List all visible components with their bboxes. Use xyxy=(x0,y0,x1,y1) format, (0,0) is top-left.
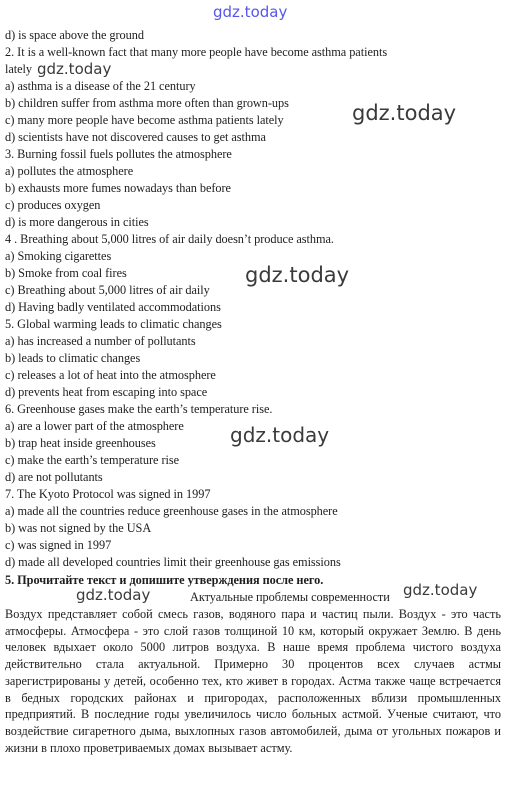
option-3b: b) exhausts more fumes nowadays than before xyxy=(5,181,231,195)
watermark: gdz.today xyxy=(352,101,457,125)
option-6a: a) are a lower part of the atmosphere xyxy=(5,419,184,433)
option-7b: b) was not signed by the USA xyxy=(5,521,152,535)
option-2a: a) asthma is a disease of the 21 century xyxy=(5,79,196,93)
watermark: gdz.today xyxy=(245,263,350,287)
statement-7: 7. The Kyoto Protocol was signed in 1997 xyxy=(5,487,211,501)
option-3d: d) is more dangerous in cities xyxy=(5,215,149,229)
watermark: gdz.today xyxy=(230,423,330,447)
statement-4: 4 . Breathing about 5,000 litres of air daily doesn’t produce asthma. xyxy=(5,232,334,246)
option-5b: b) leads to climatic changes xyxy=(5,351,141,365)
statement-2: 2. It is a well-known fact that many more people have become asthma patients xyxy=(5,45,388,59)
statement-6: 6. Greenhouse gases make the earth’s temperature rise. xyxy=(5,402,273,416)
option-2c: c) many more people have become asthma patients lately xyxy=(5,113,284,127)
option-5c: c) releases a lot of heat into the atmosphere xyxy=(5,368,216,382)
option-5d: d) prevents heat from escaping into space xyxy=(5,385,208,399)
option-3c: c) produces oxygen xyxy=(5,198,101,212)
option-2b: b) children suffer from asthma more often than grown-ups xyxy=(5,96,289,110)
statement-5: 5. Global warming leads to climatic changes xyxy=(5,317,222,331)
option-7a: a) made all the countries reduce greenhouse gases in the atmosphere xyxy=(5,504,338,518)
russian-paragraph: Воздух представляет собой смесь газов, водяного пара и частиц пыли. Воздух - это часть атмосферы. Атмосфера - это слой газов толщиной 10 км, который окружает Землю. В день человек вдыхает около 5000 литров воздуха. В наше время проблема чистого воздуха действительно стала актуальной. Примерно 30 процентов всех случаев астмы зарегистрированы у детей, особенно тех, кто живет в городах. Астма также чаще встречается в бедных городских районах и пригородах, расположенных вблизи промышленных предприятий. В последние годы увеличилось число больных астмой. Ученые считают, что воздействие сигаретного дыма, выхлопных газов автомобилей, дыма от угольных пожаров и жизни в плохо проветриваемых домах вызывает астму. xyxy=(5,607,501,755)
option-7c: c) was signed in 1997 xyxy=(5,538,112,552)
watermark: gdz.today xyxy=(76,586,151,604)
task-5-heading: 5. Прочитайте текст и допишите утверждения после него. xyxy=(5,573,324,587)
option-6d: d) are not pollutants xyxy=(5,470,103,484)
watermark: gdz.today xyxy=(403,581,478,599)
option-2d: d) scientists have not discovered causes to get asthma xyxy=(5,130,266,144)
watermark: gdz.today xyxy=(37,60,112,78)
option-6b: b) trap heat inside greenhouses xyxy=(5,436,156,450)
option-3a: a) pollutes the atmosphere xyxy=(5,164,134,178)
option-7d: d) made all developed countries limit their greenhouse gas emissions xyxy=(5,555,341,569)
text-title: Актуальные проблемы современности xyxy=(190,590,390,604)
option-1d: d) is space above the ground xyxy=(5,28,144,42)
option-4c: c) Breathing about 5,000 litres of air daily xyxy=(5,283,210,297)
statement-2-cont: lately xyxy=(5,62,33,76)
watermark-top: gdz.today xyxy=(213,3,288,21)
option-6c: c) make the earth’s temperature rise xyxy=(5,453,180,467)
statement-3: 3. Burning fossil fuels pollutes the atmosphere xyxy=(5,147,232,161)
option-4b: b) Smoke from coal fires xyxy=(5,266,127,280)
option-4a: a) Smoking cigarettes xyxy=(5,249,112,263)
option-5a: a) has increased a number of pollutants xyxy=(5,334,196,348)
option-4d: d) Having badly ventilated accommodations xyxy=(5,300,221,314)
